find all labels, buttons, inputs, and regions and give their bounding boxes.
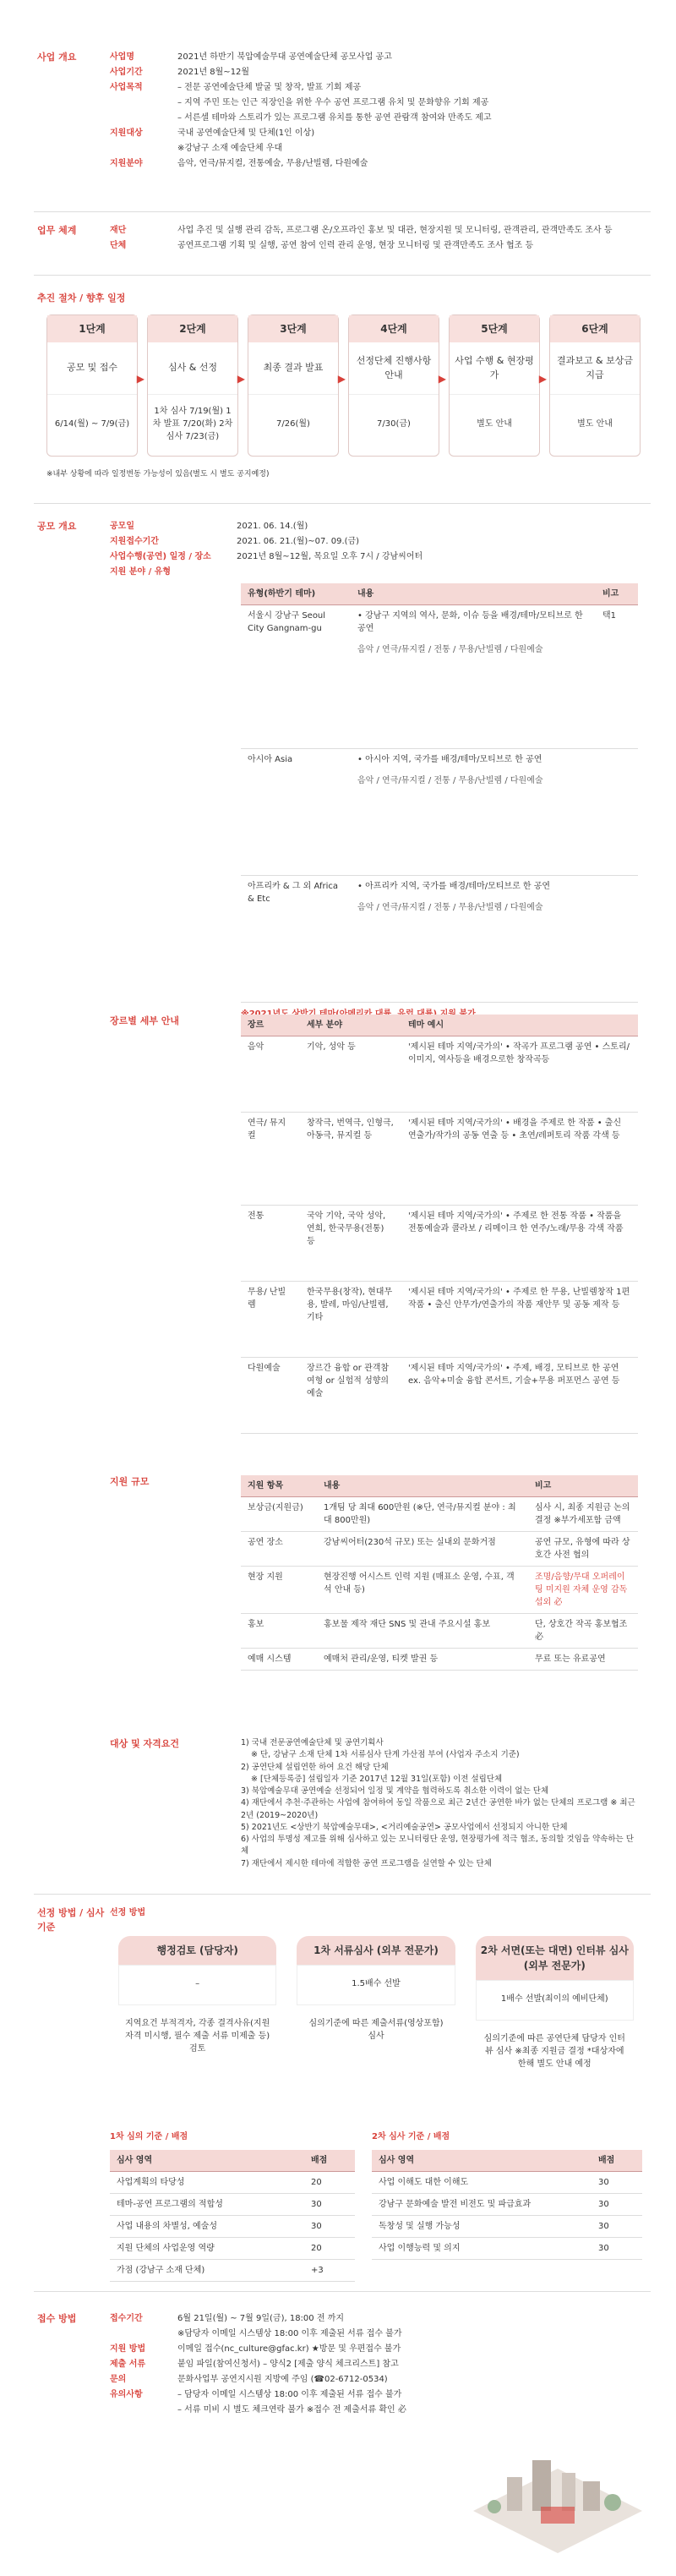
notice-rows	[110, 520, 651, 581]
overview-row: 사업명 2021년 하반기 북압예술무대 공연예술단체 공모사업 공고	[110, 52, 392, 62]
system-row: 단체 공연프로그램 기획 및 실행, 공연 참여 인력 관리 운영, 현장 모니터링 및 관객만족도 조사 협조 등	[110, 241, 534, 250]
system-row: 재단 사업 추진 및 실행 관리 감독, 프로그램 온/오프라인 홍보 및 대관, 현장지원 및 모니터링, 관객관리, 관객만족도 조사 등	[110, 226, 613, 235]
theme-table-wrap	[241, 583, 638, 1020]
arrow-right-icon: ▶	[337, 373, 346, 385]
genre-label: 장르별 세부 안내	[110, 1015, 180, 1026]
table-row: 아시아 Asia • 아시아 지역, 국가를 배경/테마/모티브로 한 공연 음악 / 연극/뮤지컬 / 전통 / 무용/난빌렘 / 다원예술	[241, 749, 638, 876]
step-card: 3단계 최종 결과 발표 7/26(월) ▶	[248, 314, 339, 457]
apply-row: 접수기간 6월 21일(월) ~ 7월 9일(금), 18:00 전 까지	[110, 2314, 344, 2323]
selection-box: 행정검토 (담당자) – 지역요건 부적격자, 각종 결격사유(지원자격 미시행, 필수 제출 서류 미제출 등) 검토	[118, 1936, 276, 2097]
apply-row: 문의 문화사업부 공연지시원 지방예 주임 (☎02-6712-0534)	[110, 2375, 388, 2384]
selection-box: 1차 서류심사 (외부 전문가) 1.5배수 선발 심의기준에 따른 제출서류(영상포함) 심사	[297, 1936, 455, 2097]
apply-label: 접수 방법	[37, 2313, 77, 2324]
overview-row: 지원대상 국내 공연예술단체 및 단체(1인 이상)	[110, 129, 315, 138]
process-note: ※내부 상황에 따라 일정변동 가능성이 있음(별도 시 별도 공지예정)	[46, 470, 270, 479]
arrow-right-icon: ▶	[538, 373, 547, 385]
notice-row: 공모일 2021. 06. 14.(월)	[110, 522, 308, 531]
list-item: 7) 재단에서 제시한 테마에 적합한 공연 프로그램을 실연할 수 있는 단체	[241, 1858, 492, 1868]
overview-rows	[110, 51, 651, 172]
step-card: 4단계 선정단체 진행사항 안내 7/30(금) ▶	[348, 314, 439, 457]
list-item: ※ [단체등록증] 설립일자 기준 2017년 12월 31일(포함) 이전 설립단체	[251, 1774, 503, 1784]
eligibility-list	[241, 1737, 638, 1870]
apply-rows	[110, 2312, 456, 2419]
system-label: 업무 체계	[37, 225, 77, 236]
divider	[34, 1894, 651, 1895]
overview-section	[0, 0, 676, 211]
list-item: ※ 단, 강남구 소재 단체 1차 서류심사 단계 가산점 부여 (사업자 주소지 기준)	[251, 1750, 520, 1760]
selection-title: 선정 방법	[110, 1908, 146, 1917]
notice-row: 지원접수기간 2021. 06. 21.(월)~07. 09.(금)	[110, 537, 360, 546]
table-row: 사업 내용의 차별성, 예술성 30	[110, 2216, 355, 2238]
criteria1-wrap: 1차 심의 기준 / 배점 심사 영역 배점 사업계획의 타당성 20 테마-공연 프로그램의 적합성 30 사업 내용의 차별성, 예술성 30 지원 단체의 사업운영 역량 20 가점 (강남구 소재 단체) +3	[110, 2130, 355, 2282]
arrow-right-icon: ▶	[438, 373, 446, 385]
process-label: 추진 절차 / 향후 일정	[37, 293, 126, 304]
divider	[34, 275, 651, 276]
selection-boxes	[118, 1936, 634, 2097]
city-illustration	[456, 2409, 659, 2562]
support-label: 지원 규모	[110, 1476, 150, 1487]
table-row: 독창성 및 실행 가능성 30	[372, 2216, 642, 2238]
divider	[34, 503, 651, 504]
table-row: 음악 기악, 성악 등 '제시된 테마 지역/국가의' • 작곡가 프로그램 공연 • 스토리/이미지, 역사등을 배경으로한 창작곡등	[241, 1036, 638, 1113]
list-item: 5) 2021년도 <상반기 북압예술무대>, <거리예술공연> 공모사업에서 선정되지 아니한 단체	[241, 1822, 568, 1832]
table-row: 무용/ 난빌렘 한국무용(창작), 현대무용, 발레, 마임/난빌렘, 기타 '제시된 테마 지역/국가의' • 주제로 한 무용, 난빌렘창작 1편 작품 • 출신 안무가/연출가의 작품 재안무 및 공동 제작 등	[241, 1282, 638, 1358]
table-row: 홍보 홍보물 제작 재단 SNS 및 관내 주요시설 홍보 단, 상호간 작곡 홍보협조 必	[241, 1614, 638, 1649]
apply-row: 지원 방법 이메일 접수(nc_culture@gfac.kr) ★방문 및 우편접수 불가	[110, 2344, 401, 2354]
overview-label: 사업 개요	[37, 52, 77, 63]
table-row: 공연 장소 강남씨어터(230석 규모) 또는 실내외 문화거점 공연 규모, 유형에 따라 상호간 사전 협의	[241, 1532, 638, 1567]
step-card: 1단계 공모 및 접수 6/14(월) ~ 7/9(금) ▶	[46, 314, 138, 457]
step-card: 2단계 심사 & 선정 1차 심사 7/19(월) 1차 발표 7/20(화) 2차 심사 7/23(금) ▶	[147, 314, 238, 457]
apply-row: 유의사항 – 담당자 이메일 시스템상 18:00 이후 제출된 서류 접수 불가	[110, 2390, 402, 2399]
overview-row: 사업기간 2021년 8월~12월	[110, 68, 250, 77]
table-row: 보상금(지원금) 1개팀 당 최대 600만원 (※단, 연극/뮤지컬 분야 : 최대 800만원) 심사 시, 최종 지원금 논의 결정 ※부가세포함 금액	[241, 1497, 638, 1532]
criteria2-table: 심사 영역 배점 사업 이해도 대한 이해도 30 강남구 문화예술 발전 비전도 및 파급효과 30 독창성 및 실행 가능성 30 사업 이행능력 및 의지 30	[372, 2150, 642, 2260]
genre-table-wrap	[241, 1015, 638, 1434]
overview-row: 사업목적 – 전문 공연예술단체 발굴 및 창작, 발표 기회 제공	[110, 83, 362, 92]
step-card: 5단계 사업 수행 & 현장평가 별도 안내 ▶	[449, 314, 540, 457]
list-item: 3) 북압예술무대 공연예술 선정되어 일정 및 계약을 협력하도록 취소한 이력이 없는 단체	[241, 1786, 549, 1796]
table-row: 서울시 강남구 Seoul City Gangnam-gu • 강남구 지역의 역사, 문화, 이슈 등을 배경/테마/모티브로 한 공연 음악 / 연극/뮤지컬 / 전통 / 무용/난빌렘 / 다원예술 택1	[241, 605, 638, 749]
table-row: 현장 지원 현장진행 어시스트 인력 지원 (매표소 운영, 수표, 객석 안내 등) 조명/음향/무대 오퍼레이팅 미지원 자체 운영 감독 섭외 必	[241, 1567, 638, 1614]
table-row: 가점 (강남구 소재 단체) +3	[110, 2260, 355, 2282]
overview-row: – 서른셀 테마와 스토리가 있는 프로그램 유치를 통한 공연 관람객 참여와 만족도 제고	[177, 113, 492, 123]
system-section	[0, 224, 676, 275]
table-row: 다원예술 장르간 융합 or 관객참여형 or 실험적 성향의 예술 '제시된 테마 지역/국가의' • 주제, 배경, 모티브로 한 공연 ex. 음악+미술 융합 콘서트, 기술+무용 퍼포먼스 공연 등	[241, 1358, 638, 1434]
arrow-right-icon: ▶	[237, 373, 245, 385]
overview-row: – 지역 주민 또는 인근 직장인을 위한 우수 공연 프로그램 유치 및 문화향유 기회 제공	[177, 98, 489, 107]
eligibility-label: 대상 및 자격요건	[110, 1738, 180, 1749]
apply-row: – 서류 미비 시 별도 체크연락 불가 ※접수 전 제출서류 확인 必	[177, 2405, 406, 2415]
selection-label: 선정 방법 / 심사 기준	[37, 1907, 105, 1933]
list-item: 6) 사업의 투명성 제고를 위해 심사하고 있는 모니터링단 운영, 현장평가에 적극 협조, 동의할 것임을 약속하는 단체	[241, 1835, 634, 1857]
list-item: 1) 국내 전문공연예술단체 및 공연기획사	[241, 1738, 384, 1747]
overview-row: ※강남구 소재 예술단체 우대	[177, 144, 283, 153]
table-row: 전통 국악 기악, 국악 성악, 연희, 한국무용(전통) 등 '제시된 테마 지역/국가의' • 주제로 한 전통 작품 • 작품을 전통예술과 콜라보 / 리메이크 한 연주/노래/무용 각색 작품	[241, 1206, 638, 1282]
table-row: 사업 이행능력 및 의지 30	[372, 2238, 642, 2260]
table-row: 테마-공연 프로그램의 적합성 30	[110, 2194, 355, 2216]
divider	[34, 2291, 651, 2292]
list-item: 4) 재단에서 추천·주관하는 사업에 참여하여 동일 작품으로 최근 2년간 공연한 바가 없는 단체의 프로그램 ※ 최근 2년 (2019~2020년)	[241, 1798, 635, 1820]
table-row: 사업계획의 타당성 20	[110, 2172, 355, 2194]
table-row: 강남구 문화예술 발전 비전도 및 파급효과 30	[372, 2194, 642, 2216]
apply-row: ※담당자 이메일 시스템상 18:00 이후 제출된 서류 접수 불가	[177, 2329, 402, 2338]
step-card: 6단계 결과보고 & 보상금 지급 별도 안내	[549, 314, 641, 457]
table-row: 지원 단체의 사업운영 역량 20	[110, 2238, 355, 2260]
criteria1-table: 심사 영역 배점 사업계획의 타당성 20 테마-공연 프로그램의 적합성 30 사업 내용의 차별성, 예술성 30 지원 단체의 사업운영 역량 20 가점 (강남구 소재 단체) +3	[110, 2150, 355, 2282]
notice-row: 지원 분야 / 유형	[110, 567, 172, 577]
support-table-wrap	[241, 1475, 638, 1671]
table-row: 아프리카 & 그 외 Africa & Etc • 아프리카 지역, 국가를 배경/테마/모티브로 한 공연 음악 / 연극/뮤지컬 / 전통 / 무용/난빌렘 / 다원예술	[241, 876, 638, 1003]
selection-box: 2차 서면(또는 대면) 인터뷰 심사(외부 전문가) 1배수 선발(최이의 예비단체) 심의기준에 따른 공연단체 담당자 인터뷰 심사 ※최종 지원금 결정 *대상자에 한해 별도 안내 예정	[476, 1936, 634, 2097]
support-table: 지원 항목 내용 비고 보상금(지원금) 1개팀 당 최대 600만원 (※단, 연극/뮤지컬 분야 : 최대 800만원) 심사 시, 최종 지원금 논의 결정 ※부가세포함 금액 공연 장소 강남씨어터(230석 규모) 또는 실내외 문화거점 공연 규모, 유형에 따라 상호간 사전 협의 현장 지원 현장진행 어시스트 인력 지원 (매표소 운영, 수표, 객석 안내 등) 조명/음향/무대 오퍼레이팅 미지원 자체 운영 감독 섭외 必 홍보 홍보물 제작 재단 SNS 및 관내 주요시설 홍보 단, 상호간 작곡 홍보협조 必 예매 시스템 예매처 관리/운영, 티켓 발권 등 무료 또는 유료공연	[241, 1475, 638, 1671]
overview-row: 지원분야 음악, 연극/뮤지컬, 전통예술, 무용/난빌렘, 다원예술	[110, 159, 368, 168]
system-rows	[110, 224, 651, 254]
arrow-right-icon: ▶	[136, 373, 144, 385]
criteria2-wrap: 2차 심사 기준 / 배점 심사 영역 배점 사업 이해도 대한 이해도 30 강남구 문화예술 발전 비전도 및 파급효과 30 독창성 및 실행 가능성 30 사업 이행능력 및 의지 30	[372, 2130, 642, 2260]
theme-table: 유형(하반기 테마) 내용 비고 서울시 강남구 Seoul City Gangnam-gu • 강남구 지역의 역사, 문화, 이슈 등을 배경/테마/모티브로 한 공연 음악 / 연극/뮤지컬 / 전통 / 무용/난빌렘 / 다원예술 택1 아시아 Asia • 아시아 지역, 국가를 배경/테마/모티브로 한 공연 음악 / 연극/뮤지컬 / 전통 / 무용/난빌렘 / 다원예술 아프리카 & 그 외 Africa & Etc • 아프리카 지역, 국가를 배경/테마/모티브로 한 공연 음악 / 연극/뮤지컬 / 전통 / 무용/난빌렘 / 다원예술	[241, 583, 638, 1003]
notice-row: 사업수행(공연) 일정 / 장소 2021년 8월~12월, 목요일 오후 7시 / 강남씨어터	[110, 552, 423, 561]
table-row: 예매 시스템 예매처 관리/운영, 티켓 발권 등 무료 또는 유료공연	[241, 1649, 638, 1671]
notice-label: 공모 개요	[37, 521, 77, 532]
table-row: 사업 이해도 대한 이해도 30	[372, 2172, 642, 2194]
genre-table: 장르 세부 분야 테마 예시 음악 기악, 성악 등 '제시된 테마 지역/국가의' • 작곡가 프로그램 공연 • 스토리/이미지, 역사등을 배경으로한 창작곡등 연극/ 뮤지컬 창작극, 번역극, 인형극, 아동극, 뮤지컬 등 '제시된 테마 지역/국가의' • 배경을 주제로 한 작품 • 출신 연출가/작가의 공동 연출 등 • 초연/레퍼토리 작품 각색 등 전통 국악 기악, 국악 성악, 연희, 한국무용(전통) 등 '제시된 테마 지역/국가의' • 주제로 한 전통 작품 • 작품을 전통예술과 콜라보 / 리메이크 한 연주/노래/무용 각색 작품 무용/ 난빌렘 한국무용(창작), 현대무용, 발레, 마임/난빌렘, 기타 '제시된 테마 지역/국가의' • 주제로 한 무용, 난빌렘창작 1편 작품 • 출신 안무가/연출가의 작품 재안무 및 공동 제작 등 다원예술 장르간 융합 or 관객참여형 or 실험적 성향의 예술 '제시된 테마 지역/국가의' • 주제, 배경, 모티브로 한 공연 ex. 음악+미술 융합 콘서트, 기술+무용 퍼포먼스 공연 등	[241, 1015, 638, 1434]
process-steps	[46, 314, 655, 457]
list-item: 2) 공연단체 설립연한 하여 요건 해당 단체	[241, 1762, 389, 1772]
table-row: 연극/ 뮤지컬 창작극, 번역극, 인형극, 아동극, 뮤지컬 등 '제시된 테마 지역/국가의' • 배경을 주제로 한 작품 • 출신 연출가/작가의 공동 연출 등 • 초연/레퍼토리 작품 각색 등	[241, 1113, 638, 1206]
divider	[34, 211, 651, 212]
apply-row: 제출 서류 붙임 파일(참여신청서) – 양식2 [제출 양식 체크리스트] 참고	[110, 2360, 399, 2369]
